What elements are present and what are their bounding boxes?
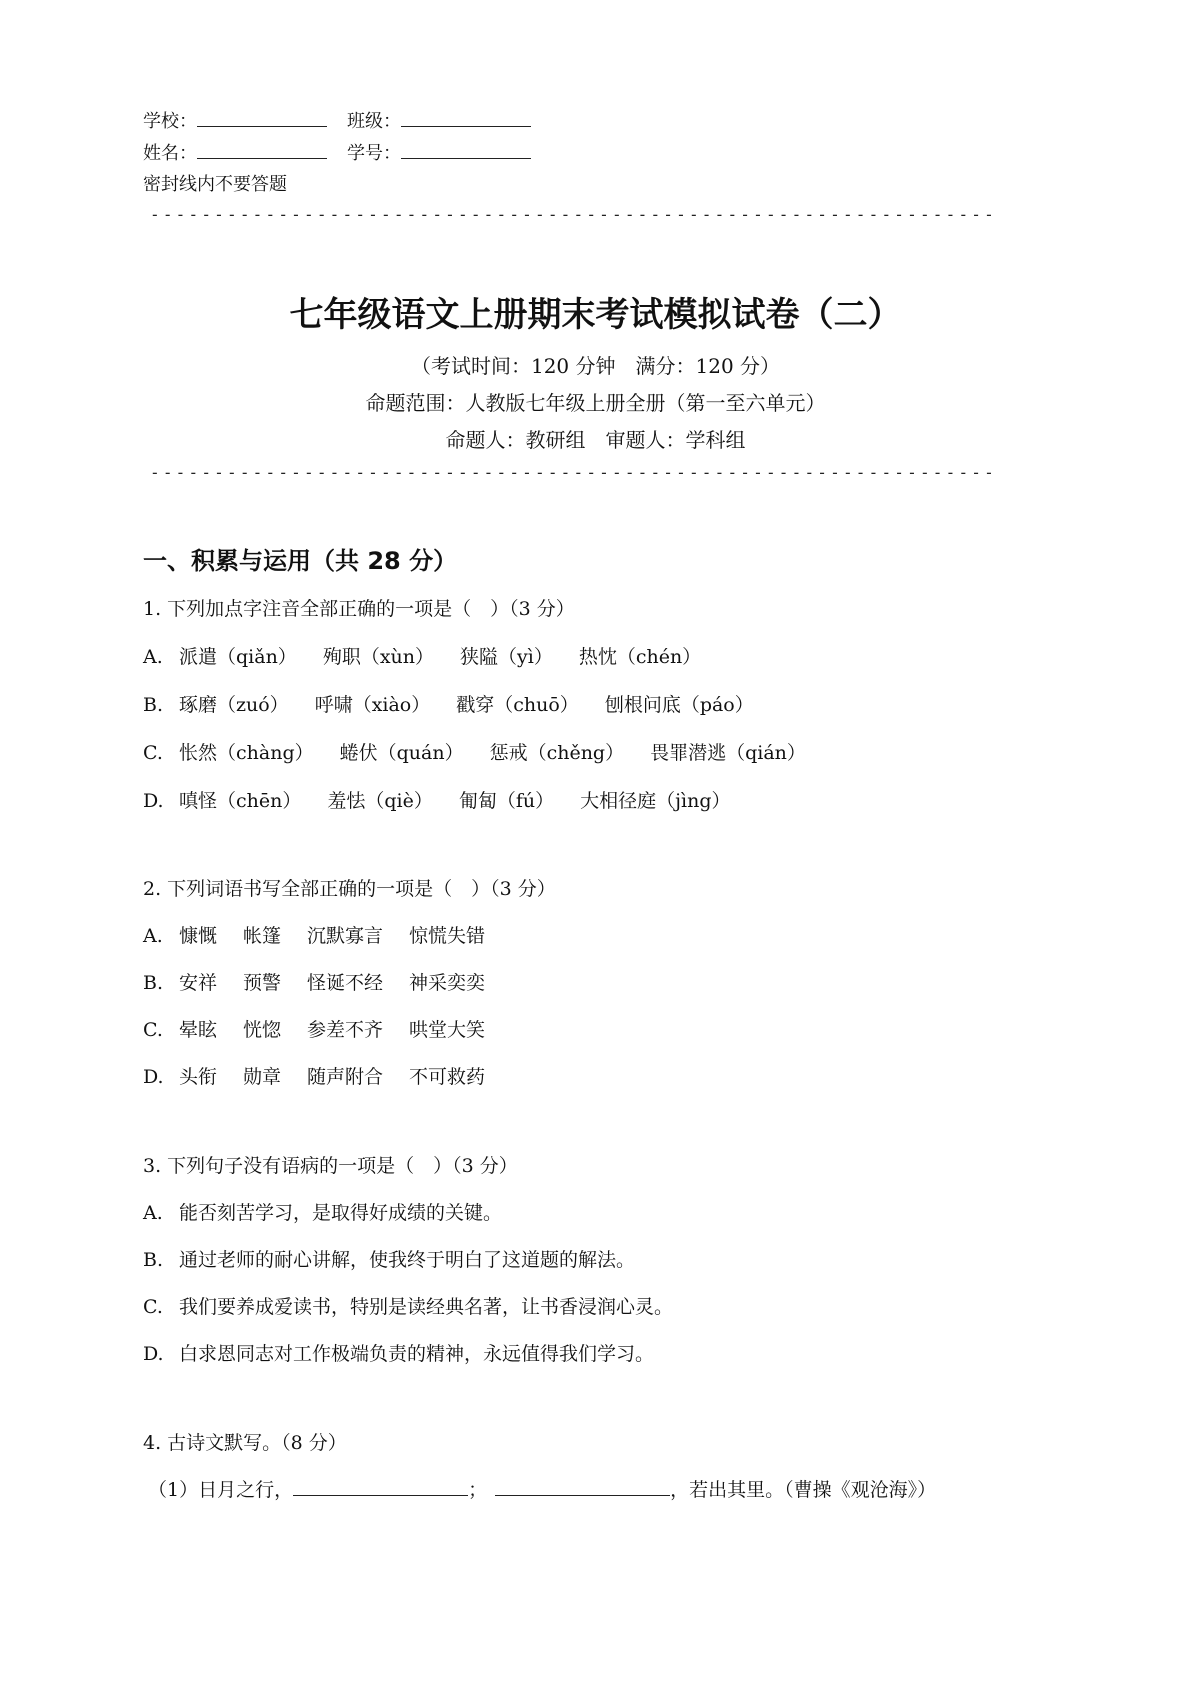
class-blank[interactable] [401,110,531,127]
question-2-stem: 2. 下列词语书写全部正确的一项是（ ）（3 分） [143,878,556,900]
name-id-row [143,142,531,165]
id-label: 学号： [347,143,401,164]
q4-item-1: （1）日月之行， ； ，若出其里。（曹操《观沧海》） [148,1479,937,1501]
q1-option-a[interactable]: A. 派遣（qiǎn） 殉职（xùn） 狭隘（yì） 热忱（chén） [143,646,702,668]
exam-title: 七年级语文上册期末考试模拟试卷（二） [289,295,902,335]
school-label: 学校： [143,111,197,132]
school-class-row [143,110,531,133]
name-blank[interactable] [197,142,327,159]
q2-option-d[interactable]: D. 头衔 勋章 随声附合 不可救药 [143,1066,486,1088]
q1-option-c[interactable]: C. 怅然（chàng） 蜷伏（quán） 惩戒（chěng） 畏罪潜逃（qián） [143,742,806,764]
q2-option-b[interactable]: B. 安祥 预警 怪诞不经 神采奕奕 [143,972,486,994]
exam-author-line: 命题人：教研组 审题人：学科组 [445,428,746,452]
q4-blank-2[interactable] [495,1479,670,1496]
section-heading: 一、积累与运用（共 28 分） [143,547,458,575]
q1-option-b[interactable]: B. 琢磨（zuó） 呼啸（xiào） 戳穿（chuō） 刨根问底（páo） [143,694,754,716]
exam-scope-line: 命题范围：人教版七年级上册全册（第一至六单元） [365,391,826,415]
q2-option-a[interactable]: A. 慷慨 帐篷 沉默寡言 惊慌失错 [143,925,486,947]
seal-note: 密封线内不要答题 [143,174,287,195]
q3-option-a[interactable]: A. 能否刻苦学习，是取得好成绩的关键。 [143,1202,503,1224]
question-1-stem: 1. 下列加点字注音全部正确的一项是（ ）（3 分） [143,598,575,620]
question-3-stem: 3. 下列句子没有语病的一项是（ ）（3 分） [143,1155,518,1177]
q4-blank-1[interactable] [293,1479,468,1496]
q3-option-c[interactable]: C. 我们要养成爱读书，特别是读经典名著，让书香浸润心灵。 [143,1296,674,1318]
seal-dash-line: ------------------------------------------------------------------ [150,205,997,224]
q2-option-c[interactable]: C. 晕眩 恍惚 参差不齐 哄堂大笑 [143,1019,486,1041]
q3-option-d[interactable]: D. 白求恩同志对工作极端负责的精神，永远值得我们学习。 [143,1343,655,1365]
divider-dash-line: ------------------------------------------------------------------ [150,463,997,482]
exam-time-line: （考试时间：120 分钟 满分：120 分） [410,354,781,378]
q1-option-d[interactable]: D. 嗔怪（chēn） 羞怯（qiè） 匍匐（fú） 大相径庭（jìng） [143,790,731,812]
q3-option-b[interactable]: B. 通过老师的耐心讲解，使我终于明白了这道题的解法。 [143,1249,636,1271]
id-blank[interactable] [401,142,531,159]
class-label: 班级： [347,111,401,132]
name-label: 姓名： [143,143,197,164]
school-blank[interactable] [197,110,327,127]
question-4-stem: 4. 古诗文默写。（8 分） [143,1432,347,1454]
